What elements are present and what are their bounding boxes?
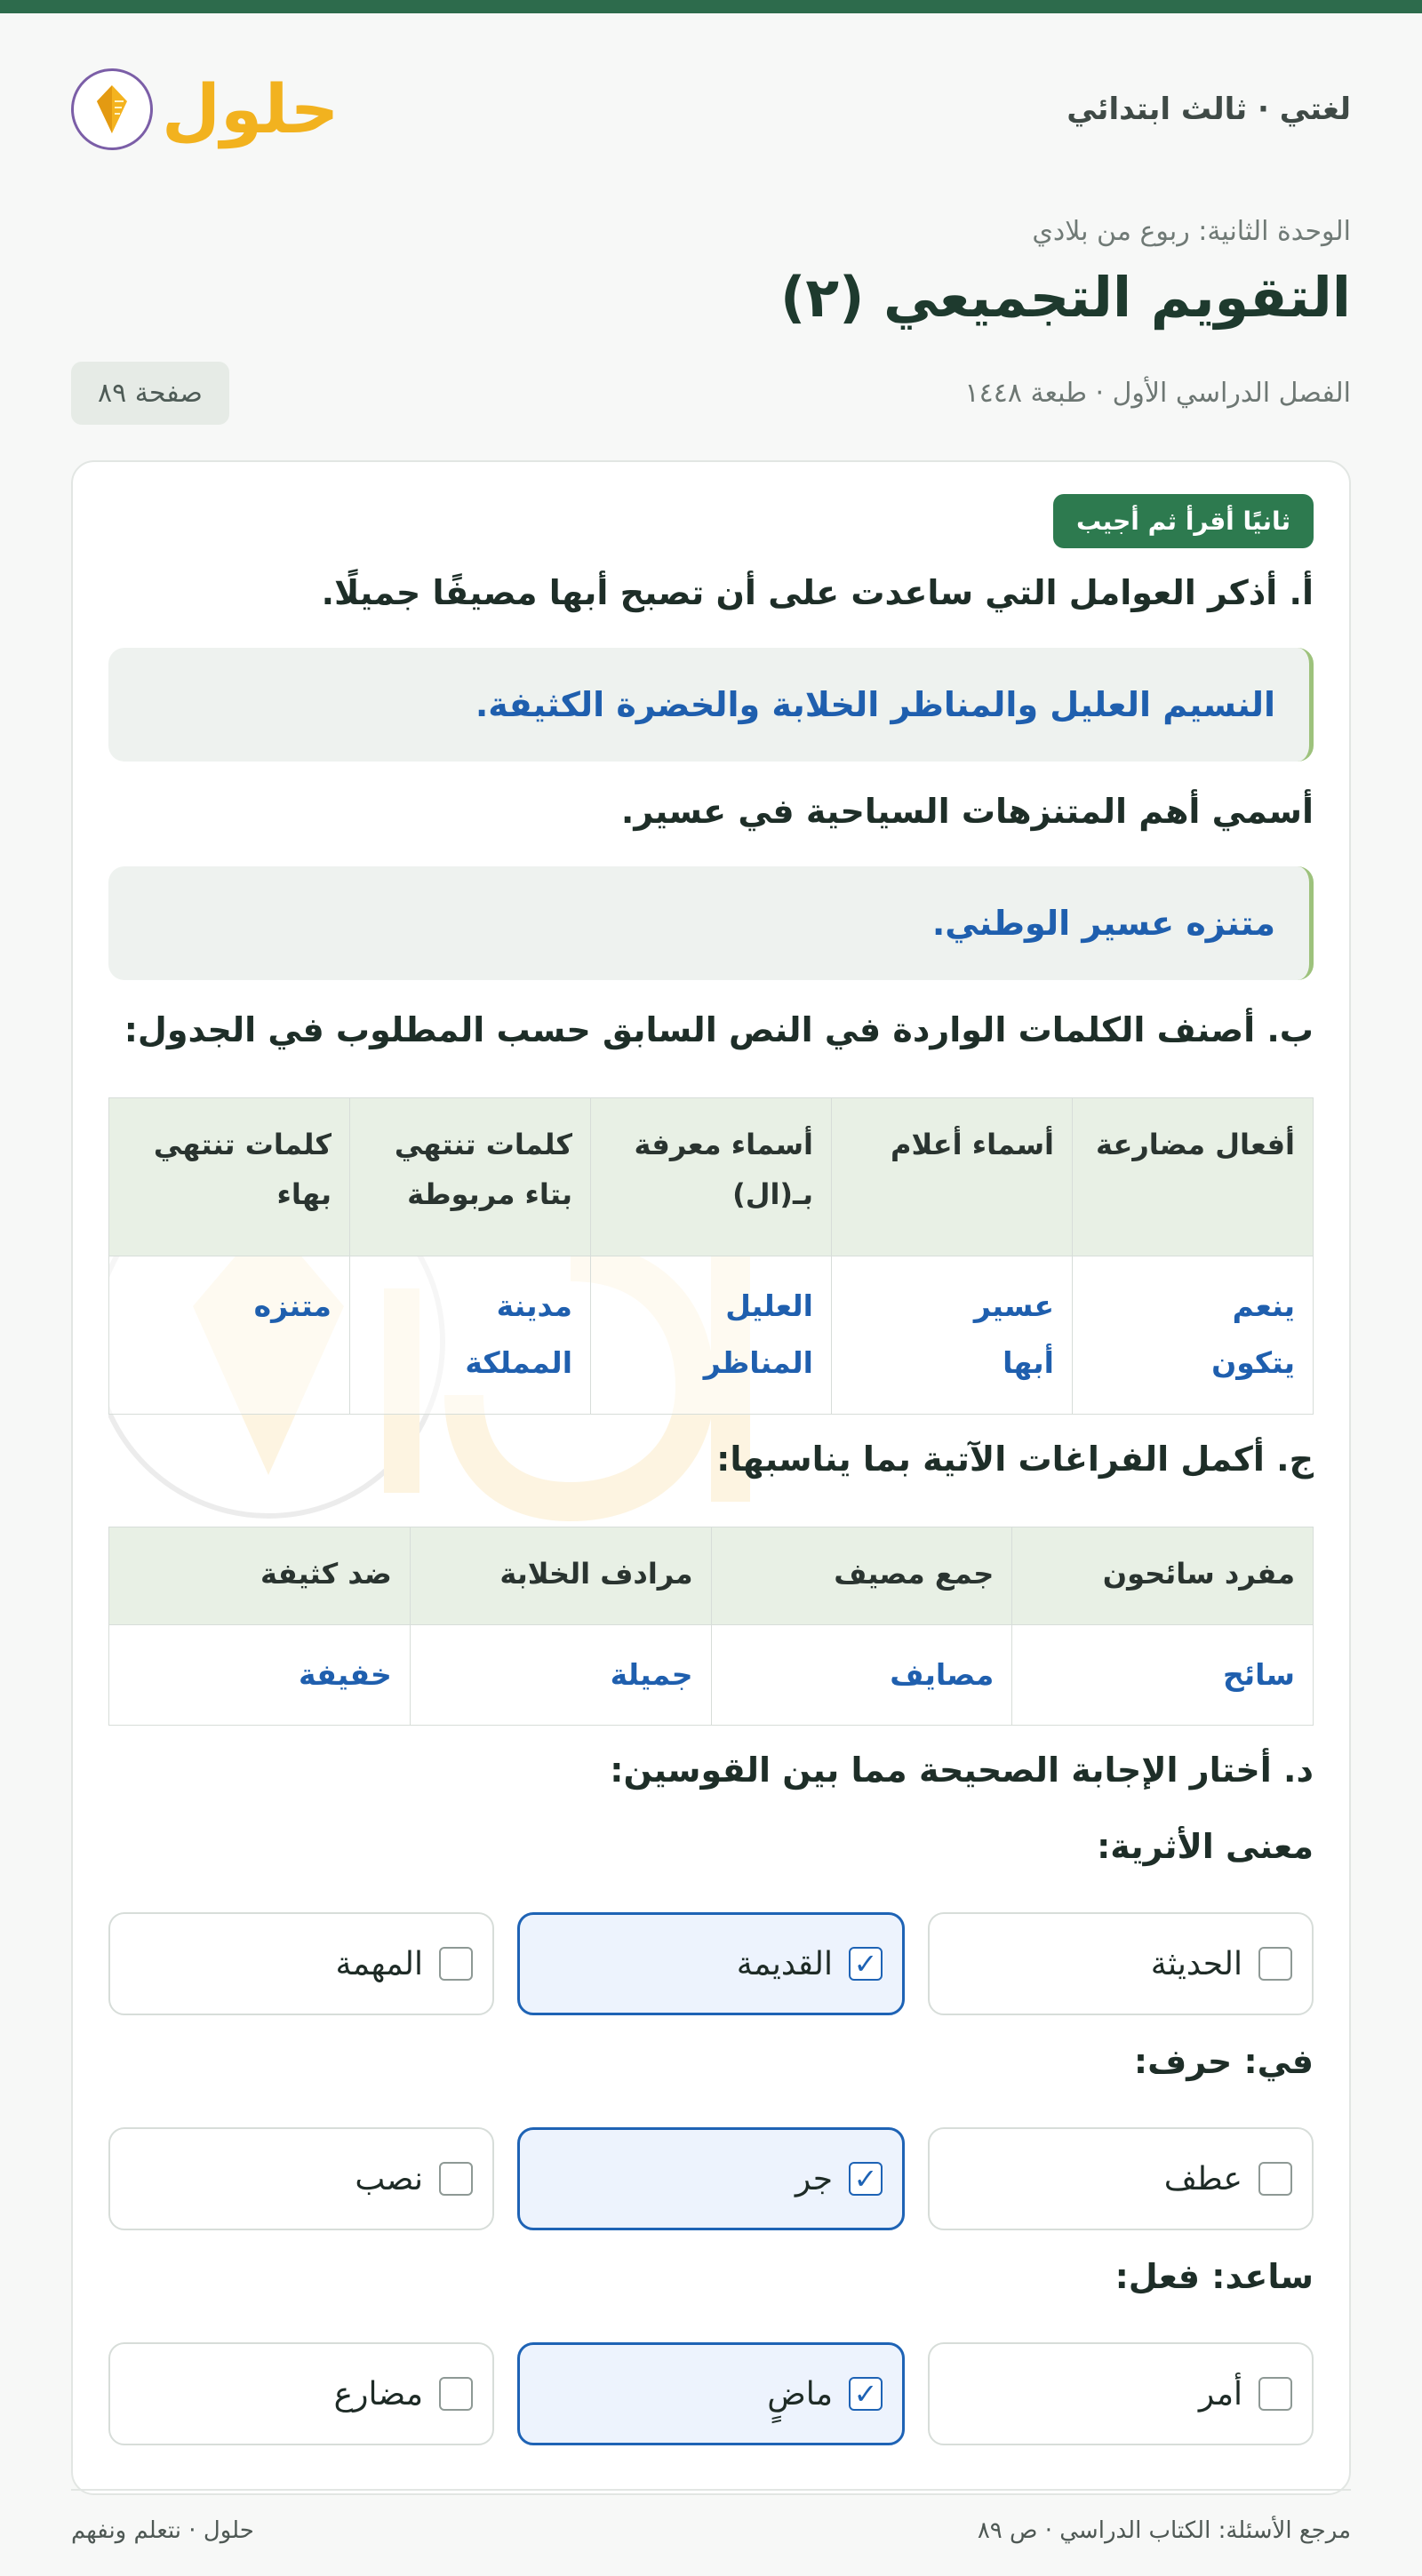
choice-option-label: المهمة <box>335 1945 423 1982</box>
table-cell <box>832 1256 1073 1415</box>
checkbox-icon[interactable]: ✓ <box>849 2162 883 2196</box>
table-header: مرادف الخلابة <box>410 1527 711 1625</box>
question-c: ج. أكمل الفراغات الآتية بما يناسبها: <box>716 1440 1314 1479</box>
term-label: الفصل الدراسي الأول · طبعة ١٤٤٨ <box>964 378 1351 409</box>
table-header-row <box>109 1527 1314 1625</box>
table-row <box>109 1625 1314 1726</box>
logo-wordmark: حلول <box>162 69 340 148</box>
choice-option-label: جر <box>795 2160 833 2197</box>
section-badge: ثانيًا أقرأ ثم أجيب <box>1053 494 1314 548</box>
answer-word: ينعم <box>1232 1288 1295 1323</box>
answer-word: مدينة <box>496 1288 572 1323</box>
choice-group <box>108 2342 1314 2445</box>
page-footer <box>71 2489 1351 2544</box>
choice-prompt: في: حرف: <box>1133 2042 1314 2081</box>
table-cell: سائح <box>1012 1625 1314 1726</box>
choice-option-label: مضارع <box>333 2375 423 2413</box>
page-header <box>71 13 1351 205</box>
question-d: د. أختار الإجابة الصحيحة مما بين القوسين: <box>610 1751 1314 1790</box>
answer-word: أبها <box>1003 1345 1054 1380</box>
page-title: التقويم التجميعي (٢) <box>779 265 1351 330</box>
answer-box-a: النسيم العليل والمناظر الخلابة والخضرة الكثيفة. <box>108 648 1314 762</box>
table-cell: جميلة <box>410 1625 711 1726</box>
checkbox-icon[interactable] <box>439 2162 473 2196</box>
table-cell <box>350 1256 591 1415</box>
checkbox-icon[interactable]: ✓ <box>849 1947 883 1981</box>
meta-row <box>71 362 1351 425</box>
choice-prompt: معنى الأثرية: <box>1097 1827 1314 1866</box>
answer-word: العليل <box>725 1288 813 1323</box>
choice-option[interactable] <box>928 1912 1314 2015</box>
table-header: جمع مصيف <box>711 1527 1012 1625</box>
choice-prompt: ساعد: فعل: <box>1114 2257 1314 2296</box>
exercise-card <box>71 460 1351 2495</box>
answer-word: متنزه <box>253 1288 332 1323</box>
choice-option-label: عطف <box>1163 2160 1242 2197</box>
footer-reference: مرجع الأسئلة: الكتاب الدراسي · ص ٨٩ <box>977 2517 1351 2544</box>
choice-option[interactable] <box>928 2342 1314 2445</box>
top-accent-bar <box>0 0 1422 13</box>
table-cell: خفيفة <box>109 1625 411 1726</box>
choice-group <box>108 2127 1314 2230</box>
table-cell <box>1073 1256 1314 1415</box>
table-row <box>109 1256 1314 1415</box>
choice-option[interactable] <box>108 2127 494 2230</box>
table-header: أسماء أعلام <box>832 1098 1073 1256</box>
table-header: كلمات تنتهي بهاء <box>109 1098 350 1256</box>
answer-word: المناظر <box>703 1345 813 1380</box>
choice-option[interactable] <box>108 1912 494 2015</box>
unit-label: الوحدة الثانية: ربوع من بلادي <box>1032 216 1351 247</box>
answer-word: المملكة <box>465 1345 572 1380</box>
choice-option-label: ماضٍ <box>767 2375 833 2413</box>
choice-group <box>108 1912 1314 2015</box>
answer-box-a-2: متنزه عسير الوطني. <box>108 866 1314 980</box>
table-header: كلمات تنتهي بتاء مربوطة <box>350 1098 591 1256</box>
book-seal-icon <box>71 68 153 150</box>
choice-option-label: القديمة <box>736 1945 833 1982</box>
choice-option-label: أمر <box>1198 2375 1242 2413</box>
question-a-2: أسمي أهم المتنزهات السياحية في عسير. <box>620 792 1314 831</box>
question-b: ب. أصنف الكلمات الواردة في النص السابق حسب المطلوب في الجدول: <box>124 1010 1314 1049</box>
table-cell <box>591 1256 832 1415</box>
choice-option[interactable] <box>517 2342 905 2445</box>
table-cell <box>109 1256 350 1415</box>
question-a: أ. أذكر العوامل التي ساعدت على أن تصبح أبها مصيفًا جميلًا. <box>321 573 1314 612</box>
classification-table <box>108 1097 1314 1415</box>
brand-logo[interactable] <box>71 68 339 150</box>
table-cell: مصايف <box>711 1625 1012 1726</box>
table-header-row <box>109 1098 1314 1256</box>
answer-word: عسير <box>973 1288 1054 1323</box>
checkbox-icon[interactable] <box>1258 2162 1292 2196</box>
choice-option[interactable] <box>517 1912 905 2015</box>
checkbox-icon[interactable] <box>439 1947 473 1981</box>
page-number-badge: صفحة ٨٩ <box>71 362 229 425</box>
book-title: لغتي · ثالث ابتدائي <box>1066 92 1351 127</box>
table-header: أفعال مضارعة <box>1073 1098 1314 1256</box>
table-header: ضد كثيفة <box>109 1527 411 1625</box>
choice-option[interactable] <box>928 2127 1314 2230</box>
footer-brand: حلول · نتعلم ونفهم <box>71 2517 254 2544</box>
checkbox-icon[interactable] <box>439 2377 473 2411</box>
choice-option[interactable] <box>108 2342 494 2445</box>
checkbox-icon[interactable] <box>1258 1947 1292 1981</box>
fill-blanks-table <box>108 1527 1314 1726</box>
choice-option-label: نصب <box>355 2160 423 2197</box>
table-header: مفرد سائحون <box>1012 1527 1314 1625</box>
choice-option[interactable] <box>517 2127 905 2230</box>
choice-option-label: الحديثة <box>1150 1945 1242 1982</box>
checkbox-icon[interactable]: ✓ <box>849 2377 883 2411</box>
page <box>0 13 1422 2576</box>
answer-word: يتكون <box>1211 1345 1295 1380</box>
checkbox-icon[interactable] <box>1258 2377 1292 2411</box>
table-header: أسماء معرفة بـ(ال) <box>591 1098 832 1256</box>
